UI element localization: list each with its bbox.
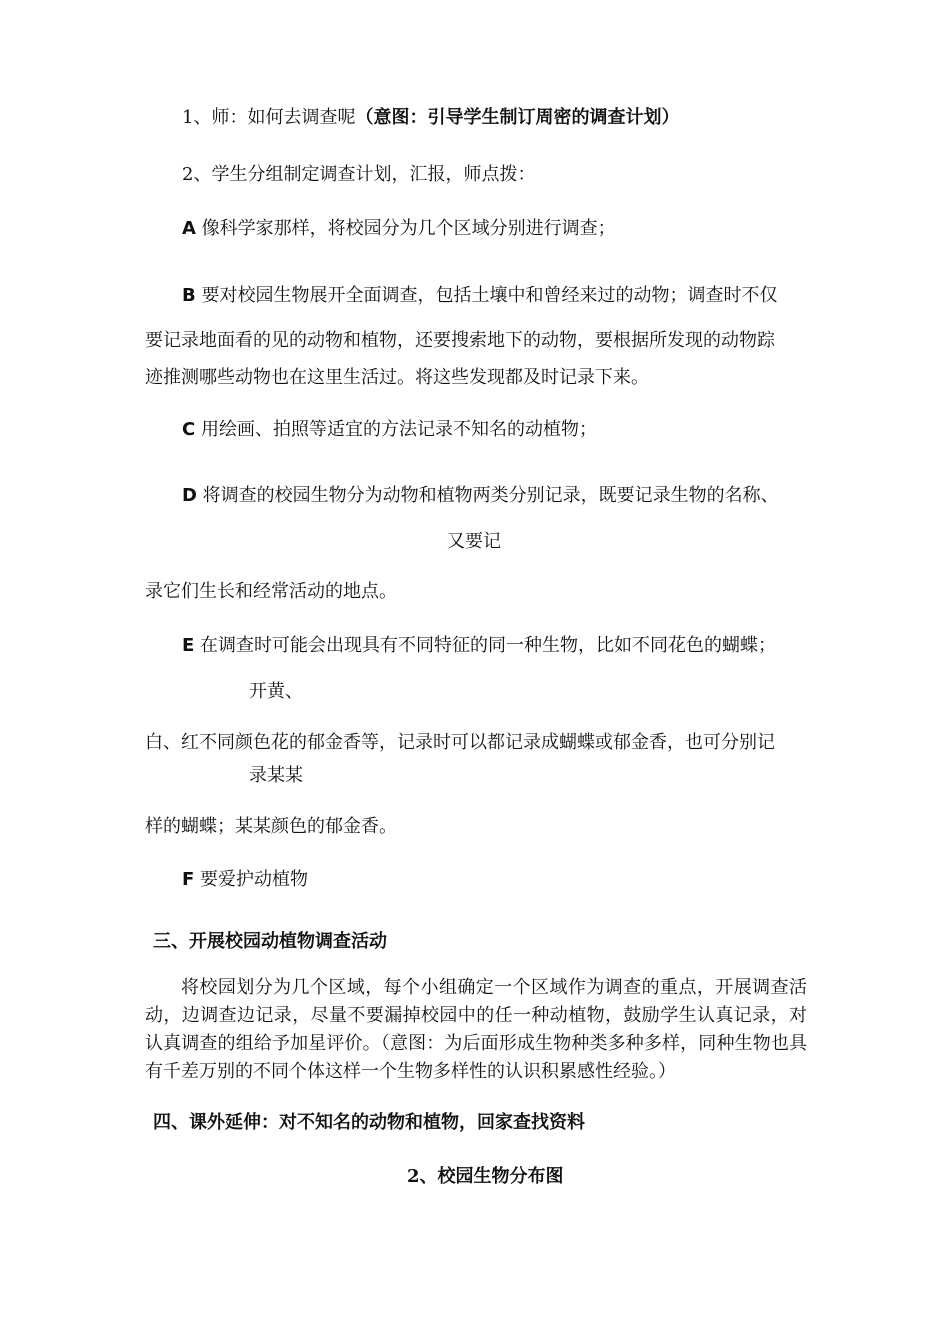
section-4-heading: 四、课外延伸：对不知名的动物和植物，回家查找资料 [153, 1112, 585, 1133]
step-1-text: 1、师：如何去调查呢 [182, 107, 356, 128]
item-d-letter: D [182, 485, 197, 506]
item-e-letter: E [182, 635, 195, 656]
item-f [182, 868, 308, 892]
item-c-text: 用绘画、拍照等适宜的方法记录不知名的动植物； [195, 419, 597, 440]
item-a [182, 217, 616, 241]
item-a-text: 像科学家那样，将校园分为几个区域分别进行调查； [195, 218, 616, 239]
item-e-line-4: 录某某 [249, 765, 303, 786]
item-d-line-1 [182, 484, 779, 508]
item-d-line-2: 又要记 [447, 531, 501, 552]
item-d-line-3: 录它们生长和经常活动的地点。 [145, 581, 397, 602]
item-e-line-2: 开黄、 [249, 681, 303, 702]
item-e-line-1 [182, 634, 776, 658]
item-b-text-1: 要对校园生物展开全面调查，包括土壤中和曾经来过的动物；调查时不仅 [195, 285, 778, 306]
section-3-heading: 三、开展校园动植物调查活动 [153, 931, 387, 952]
item-e-line-5: 样的蝴蝶；某某颜色的郁金香。 [145, 816, 397, 837]
item-b-line-2: 要记录地面看的见的动物和植物，还要搜索地下的动物，要根据所发现的动物踪 [145, 330, 775, 351]
item-b-letter: B [182, 285, 196, 306]
section-3-paragraph: 将校园划分为几个区域，每个小组确定一个区域作为调查的重点，开展调查活动，边调查边记录，尽量不要漏掉校园中的任一种动植物，鼓励学生认真记录，对认真调查的组给予加星评价。（意图：为后面形成生物种类多种多样，同种生物也具有千差万别的不同个体这样一个生物多样性的认识积累感性经验。） [145, 977, 807, 1082]
item-f-text: 要爱护动植物 [194, 869, 309, 890]
item-b-line-1 [182, 284, 777, 308]
item-d-text-1: 将调查的校园生物分为动物和植物两类分别记录，既要记录生物的名称、 [196, 485, 779, 506]
item-a-letter: A [182, 218, 196, 239]
item-c-letter: C [182, 419, 196, 440]
item-b-line-3: 迹推测哪些动物也在这里生活过。将这些发现都及时记录下来。 [145, 367, 649, 388]
item-f-letter: F [182, 869, 195, 890]
item-e-text-1: 在调查时可能会出现具有不同特征的同一种生物，比如不同花色的蝴蝶； [194, 635, 777, 656]
item-c [182, 418, 597, 442]
step-2-line: 2、学生分组制定调查计划，汇报，师点拨： [182, 164, 536, 185]
section-heading-distribution-map: 2、校园生物分布图 [407, 1166, 564, 1187]
step-1-intent: （意图：引导学生制订周密的调查计划） [355, 107, 680, 128]
step-1-line [182, 106, 679, 130]
item-e-line-3: 白、红不同颜色花的郁金香等，记录时可以都记录成蝴蝶或郁金香，也可分别记 [145, 732, 775, 753]
